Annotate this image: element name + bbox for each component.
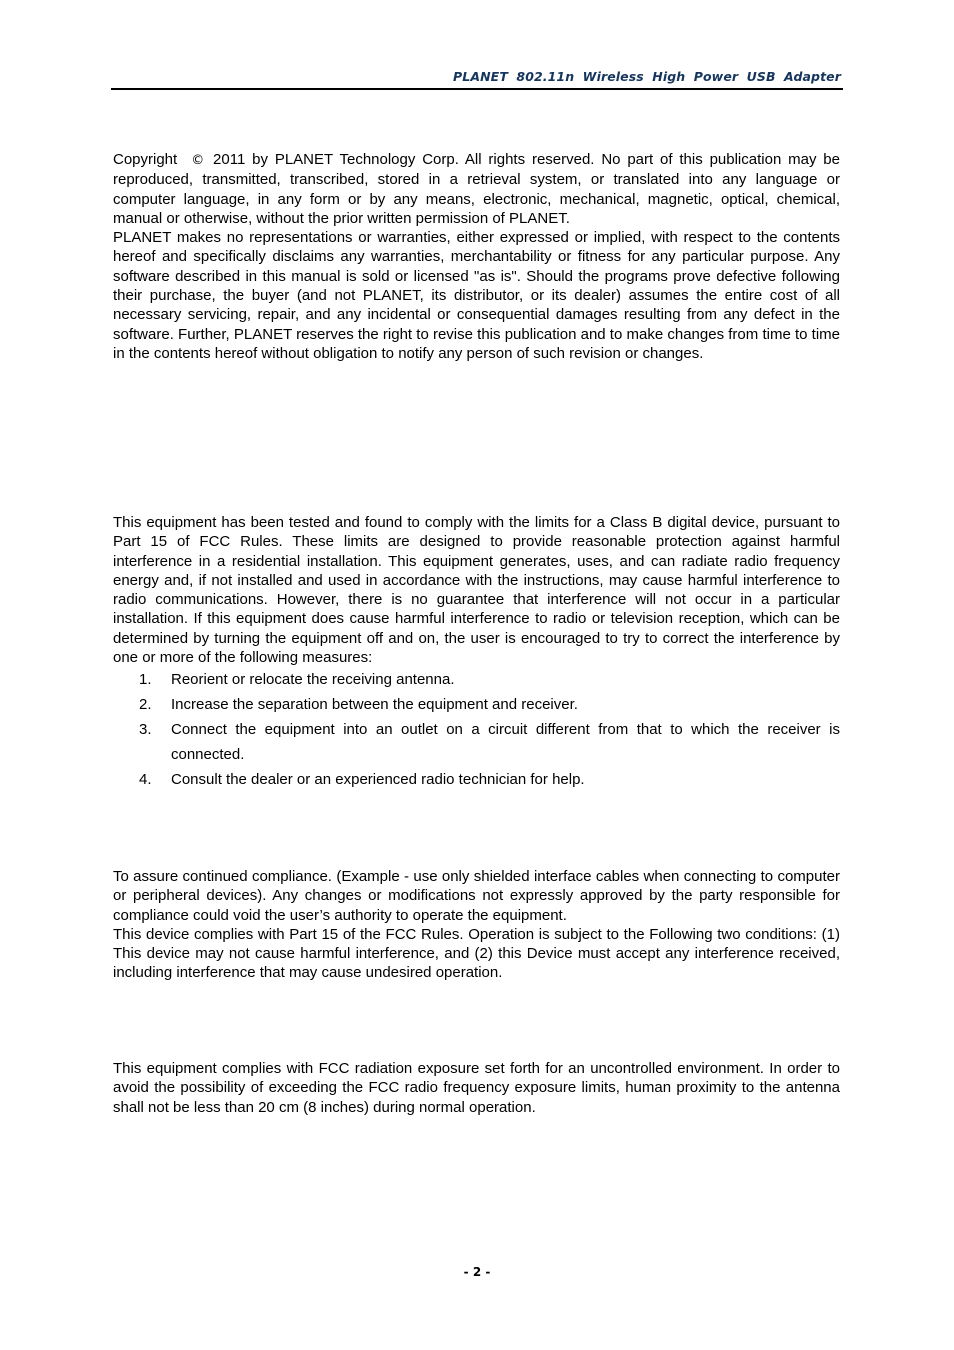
copyright-section — [113, 150, 840, 363]
list-item-text: Consult the dealer or an experienced radio technician for help. — [171, 771, 585, 788]
list-item-number: 1. — [139, 671, 152, 688]
list-item-text: Increase the separation between the equipment and receiver. — [171, 696, 578, 713]
fcc-caution-section — [113, 867, 840, 983]
copyright-label: Copyright — [113, 151, 178, 168]
list-item — [113, 692, 840, 717]
list-item-number: 4. — [139, 771, 152, 788]
list-item — [113, 717, 840, 767]
header-title: PLANET 802.11n Wireless High Power USB Adapter — [453, 69, 841, 84]
list-item — [113, 767, 840, 792]
list-item-number: 3. — [139, 721, 152, 738]
compliance-text: To assure continued compliance. (Example - use only shielded interface cables when connecting to computer or peripheral devices). Any changes or modifications not expressly approved by the party responsible for compliance could void the user’s authority to operate the equipment. — [113, 868, 840, 924]
list-item — [113, 667, 840, 692]
list-item-text: Reorient or relocate the receiving antenna. — [171, 671, 455, 688]
list-item-text: Connect the equipment into an outlet on a circuit different from that to which the receiver is connected. — [171, 721, 840, 763]
copyright-text: 2011 by PLANET Technology Corp. All rights reserved. No part of this publication may be reproduced, transmitted, transcribed, stored in a retrieval system, or translated into any language or computer language, in any form or by any means, electronic, mechanical, magnetic, optical, chemical, manual or otherwise, without the prior written permission of PLANET. — [113, 151, 840, 227]
disclaimer-text: PLANET makes no representations or warranties, either expressed or implied, with respect to the contents hereof and specifically disclaims any warranties, merchantability or fitness for any particular purpose. Any software described in this manual is sold or licensed "as is". Should the programs prove defective following their purchase, the buyer (and not PLANET, its distributor, or its dealer) assumes the entire cost of all necessary servicing, repair, and any incidental or consequential damages resulting from any defect in the software. Further, PLANET reserves the right to revise this publication and to make changes from time to time in the contents hereof without obligation to notify any person of such revision or changes. — [113, 229, 840, 362]
fcc-intro-paragraph: This equipment has been tested and found to comply with the limits for a Class B digital device, pursuant to Part 15 of FCC Rules. These limits are designed to provide reasonable protection against harmful interference in a residential installation. This equipment generates, uses, and can radiate radio frequency energy and, if not installed and used in accordance with the instructions, may cause harmful interference to radio communications. However, there is no guarantee that interference will not occur in a particular installation. If this equipment does cause harmful interference to radio or television reception, which can be determined by turning the equipment off and on, the user is encouraged to try to correct the interference by one or more of the following measures: — [113, 514, 840, 667]
list-item-number: 2. — [139, 696, 152, 713]
interference-measures-list — [113, 667, 840, 792]
page-number: - 2 - — [463, 1265, 491, 1279]
header-divider — [111, 88, 843, 90]
part15-conditions-text: This device complies with Part 15 of the FCC Rules. Operation is subject to the Following two conditions: (1) This device may not cause harmful interference, and (2) this Device must accept any interference received, including interference that may cause undesired operation. — [113, 925, 840, 982]
radiation-exposure-paragraph: This equipment complies with FCC radiation exposure set forth for an uncontrolled environment. In order to avoid the possibility of exceeding the FCC radio frequency exposure limits, human proximity to the antenna shall not be less than 20 cm (8 inches) during normal operation. — [113, 1060, 840, 1116]
copyright-symbol: © — [191, 153, 205, 168]
